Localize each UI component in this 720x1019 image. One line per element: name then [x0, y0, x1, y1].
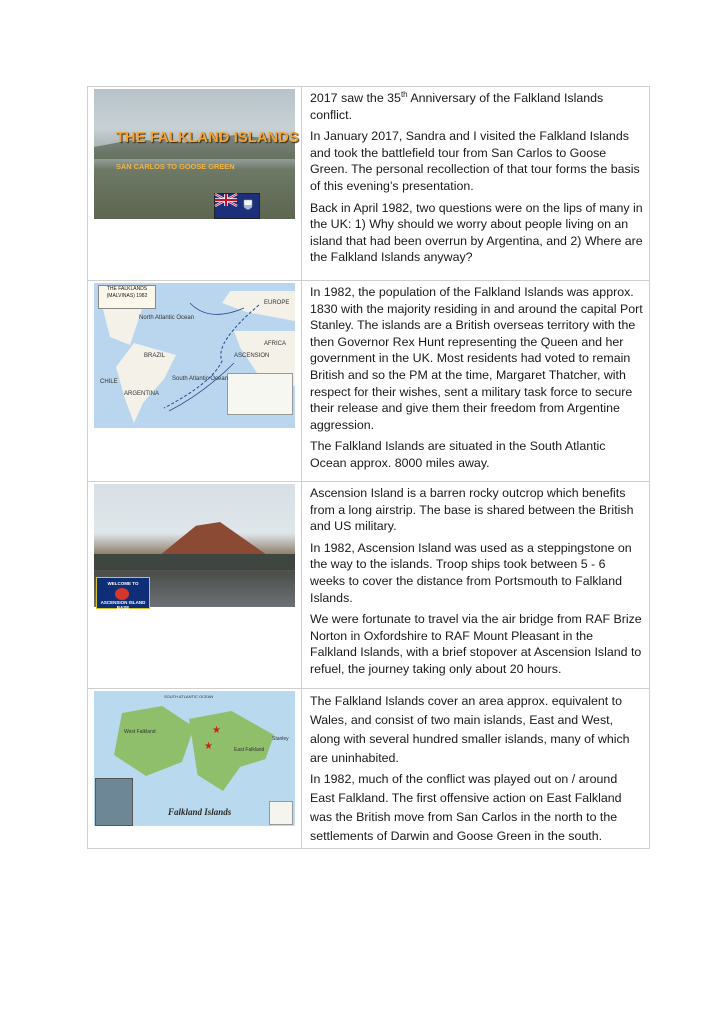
inset-photo: [95, 778, 133, 826]
paragraph: In January 2017, Sandra and I visited the Falkland Islands and took the battlefield tour from San Carlos to Goose Green. The personal recollection of that tour forms the basis of this evening’s presentation.: [310, 129, 640, 193]
table-row: [88, 689, 650, 849]
task-force-route-icon: [94, 283, 295, 428]
map-label: BRAZIL: [144, 353, 166, 359]
image-cell: [88, 87, 302, 281]
slide-subtitle: SAN CARLOS TO GOOSE GREEN: [116, 162, 235, 171]
slide-title: THE FALKLAND ISLANDS: [116, 130, 299, 146]
map-label: ARGENTINA: [124, 391, 160, 397]
text-cell: [302, 482, 650, 689]
paragraph: In 1982, Ascension Island was used as a steppingstone on the way to the islands. Troop ships took between 5 - 6 weeks to cover the distance from Portsmouth to Falkland Islands.: [310, 540, 632, 605]
battle-site-icon: ★: [204, 741, 213, 752]
paragraph: The Falkland Islands cover an area approx. equivalent to Wales, and consist of two main islands, East and West, along with several hundred smaller islands, many of which are uninhabited.: [310, 694, 630, 765]
text-cell: [302, 87, 650, 281]
image-cell: [88, 689, 302, 849]
welcome-sign: WELCOME TO ASCENSION ISLAND BASE: [96, 577, 150, 609]
map-label: North Atlantic Ocean: [139, 315, 195, 321]
table-row: [88, 281, 650, 482]
emblem-icon: [115, 588, 129, 600]
map-label: South Atlantic Ocean: [172, 376, 229, 382]
map-key: [269, 801, 293, 825]
map-label: ASCENSION: [234, 353, 270, 359]
paragraph: Ascension Island is a barren rocky outcrop which benefits from a long airstrip. The base is shared between the British and US military.: [310, 486, 634, 534]
map-label: EUROPE: [264, 300, 290, 306]
paragraph: Back in April 1982, two questions were on the lips of many in the UK: 1) Why should we worry about people living on an island that had been overrun by Argentina, and 2) Where are the Falkland Islands anyway?: [310, 200, 643, 265]
image-cell: [88, 281, 302, 482]
content-table: [87, 86, 650, 849]
text-cell: [302, 281, 650, 482]
battle-site-icon: ★: [212, 725, 221, 736]
falklands-flag-icon: [214, 193, 260, 219]
table-row: [88, 87, 650, 281]
atlantic-map-image: [94, 283, 295, 428]
map-title: Falkland Islands: [168, 807, 232, 817]
paragraph: 2017 saw the 35th Anniversary of the Falkland Islands conflict.: [310, 89, 604, 122]
falkland-islands-map-image: SOUTH ATLANTIC OCEAN West Falkland East Falkland Stanley ★ ★ Falkland Islands: [94, 691, 295, 826]
image-cell: [88, 482, 302, 689]
ascension-island-photo: [94, 484, 295, 610]
title-slide-image: [94, 89, 299, 219]
paragraph: We were fortunate to travel via the air bridge from RAF Brize Norton in Oxfordshire to RAF Mount Pleasant in the Falkland Islands, with a brief stopover at Ascension Island to refuel, the journey taking only about 20 hours.: [310, 612, 642, 676]
paragraph: In 1982, the population of the Falkland Islands was approx. 1830 with the majority residing in and around the capital Port Stanley. The islands are a British overseas territory with the then Governor Rex Hunt representing the Queen and her government in the UK. Most residents had voted to remain British and so the PM at the time, Margaret Thatcher, with respect for their wishes, sent a military task force to secure their release and give them their freedom from Argentine aggression.: [310, 285, 643, 432]
map-label: CHILE: [100, 379, 118, 385]
text-cell: [302, 689, 650, 849]
paragraph: In 1982, much of the conflict was played out on / around East Falkland. The first offensive action on East Falkland was the British move from San Carlos in the north to the settlements of Darwin and Goose Green in the south.: [310, 772, 622, 843]
map-label: AFRICA: [264, 341, 287, 347]
paragraph: The Falkland Islands are situated in the South Atlantic Ocean approx. 8000 miles away.: [310, 439, 606, 470]
map-title: THE FALKLANDS (MALVINAS) 1982: [98, 285, 156, 309]
table-row: [88, 482, 650, 689]
